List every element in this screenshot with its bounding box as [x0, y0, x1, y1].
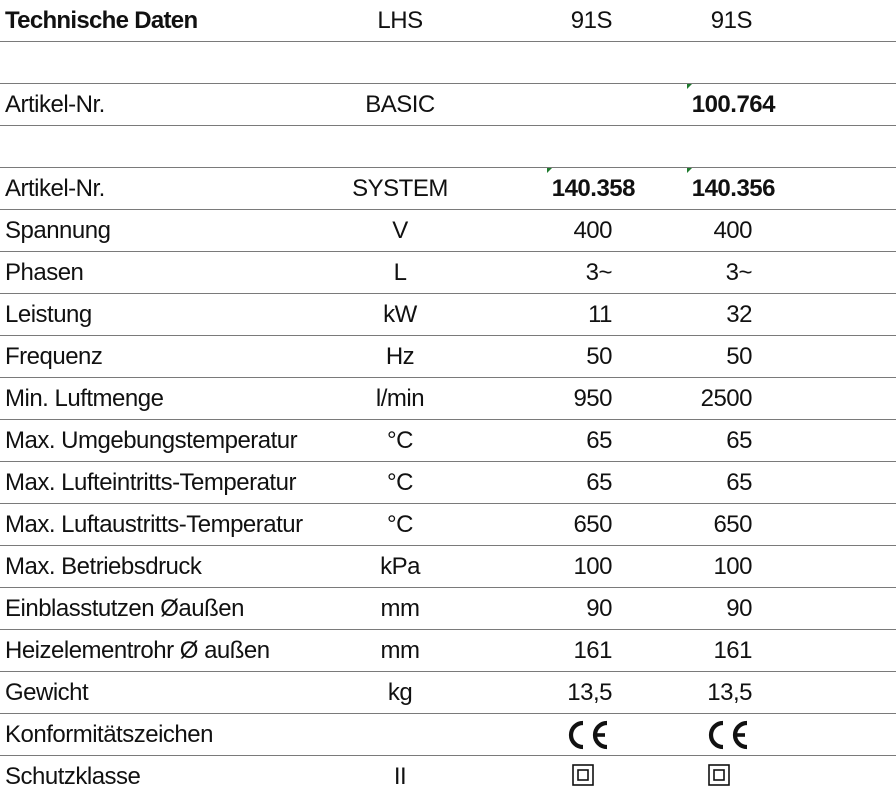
spec-label: Spannung — [5, 217, 111, 244]
spec-label: Einblasstutzen Øaußen — [5, 595, 244, 622]
system-article-number-1: 140.358 — [551, 175, 635, 202]
spec-value-1: 950 — [573, 385, 612, 412]
spec-value-1: 90 — [586, 595, 612, 622]
table-row — [0, 672, 896, 714]
spec-label: Max. Luftaustritts-Temperatur — [5, 511, 303, 538]
header-model-2: 91S — [710, 7, 752, 34]
basic-article-label: Artikel-Nr. — [5, 91, 105, 118]
table-row — [0, 210, 896, 252]
header-model-1: 91S — [570, 7, 612, 34]
spec-label: Leistung — [5, 301, 92, 328]
spec-unit: V — [392, 217, 408, 244]
spec-label: Max. Lufteintritts-Temperatur — [5, 469, 296, 496]
table-row — [0, 462, 896, 504]
spec-value-1: 13,5 — [567, 679, 612, 706]
spec-value-2: 32 — [726, 301, 752, 328]
spec-value-1: 65 — [586, 427, 612, 454]
conformity-label: Konformitätszeichen — [5, 721, 213, 748]
spec-label: Phasen — [5, 259, 84, 286]
spec-unit: mm — [380, 637, 420, 664]
spec-label: Frequenz — [5, 343, 103, 370]
spec-value-2: 90 — [726, 595, 752, 622]
basic-article-type: BASIC — [365, 91, 435, 118]
protection-class-row — [0, 756, 896, 798]
protection-class-2-icon — [572, 764, 594, 786]
spec-unit: kg — [387, 679, 413, 706]
basic-article-row — [0, 84, 896, 126]
spec-label: Min. Luftmenge — [5, 385, 164, 412]
protection-class-label: Schutzklasse — [5, 763, 141, 790]
spec-unit: mm — [380, 595, 420, 622]
ce-mark-icon — [704, 720, 750, 750]
basic-article-number-2: 100.764 — [691, 91, 775, 118]
spec-value-1: 400 — [573, 217, 612, 244]
table-row — [0, 336, 896, 378]
spacer-row — [0, 42, 896, 84]
spec-unit: kW — [383, 301, 417, 328]
spec-value-2: 13,5 — [707, 679, 752, 706]
spec-value-1: 100 — [573, 553, 612, 580]
table-row — [0, 588, 896, 630]
table-row — [0, 546, 896, 588]
system-article-label: Artikel-Nr. — [5, 175, 105, 202]
table-row — [0, 630, 896, 672]
spec-label: Gewicht — [5, 679, 89, 706]
spec-value-2: 2500 — [700, 385, 752, 412]
spec-label: Heizelementrohr Ø außen — [5, 637, 270, 664]
table-row — [0, 252, 896, 294]
spec-value-2: 3~ — [725, 259, 752, 286]
ce-mark-icon — [564, 720, 610, 750]
table-row — [0, 420, 896, 462]
table-row — [0, 378, 896, 420]
spec-value-1: 161 — [573, 637, 612, 664]
header-row — [0, 0, 896, 42]
spec-unit: °C — [387, 511, 413, 538]
spec-value-1: 50 — [586, 343, 612, 370]
spec-value-2: 100 — [713, 553, 752, 580]
spec-unit: Hz — [385, 343, 415, 370]
protection-class-value: II — [393, 763, 407, 790]
spec-value-2: 161 — [713, 637, 752, 664]
spec-unit: l/min — [375, 385, 425, 412]
spec-unit: kPa — [380, 553, 420, 580]
spec-value-1: 650 — [573, 511, 612, 538]
conformity-row — [0, 714, 896, 756]
spec-unit: °C — [387, 427, 413, 454]
spec-value-1: 65 — [586, 469, 612, 496]
table-title: Technische Daten — [5, 7, 198, 34]
table-row — [0, 504, 896, 546]
spec-label: Max. Umgebungstemperatur — [5, 427, 298, 454]
spacer-row — [0, 126, 896, 168]
spec-value-2: 650 — [713, 511, 752, 538]
system-article-row — [0, 168, 896, 210]
spec-value-2: 65 — [726, 469, 752, 496]
table-row — [0, 294, 896, 336]
spec-label: Max. Betriebsdruck — [5, 553, 202, 580]
header-unit: LHS — [377, 7, 423, 34]
spec-value-2: 400 — [713, 217, 752, 244]
basic-article-number-1 — [540, 84, 635, 125]
spec-value-2: 50 — [726, 343, 752, 370]
system-article-number-2: 140.356 — [691, 175, 775, 202]
system-article-type: SYSTEM — [352, 175, 448, 202]
spec-unit: °C — [387, 469, 413, 496]
spec-value-1: 3~ — [585, 259, 612, 286]
spec-value-1: 11 — [588, 301, 612, 328]
spec-value-2: 65 — [726, 427, 752, 454]
protection-class-2-icon — [708, 764, 730, 786]
spec-unit: L — [393, 259, 407, 286]
